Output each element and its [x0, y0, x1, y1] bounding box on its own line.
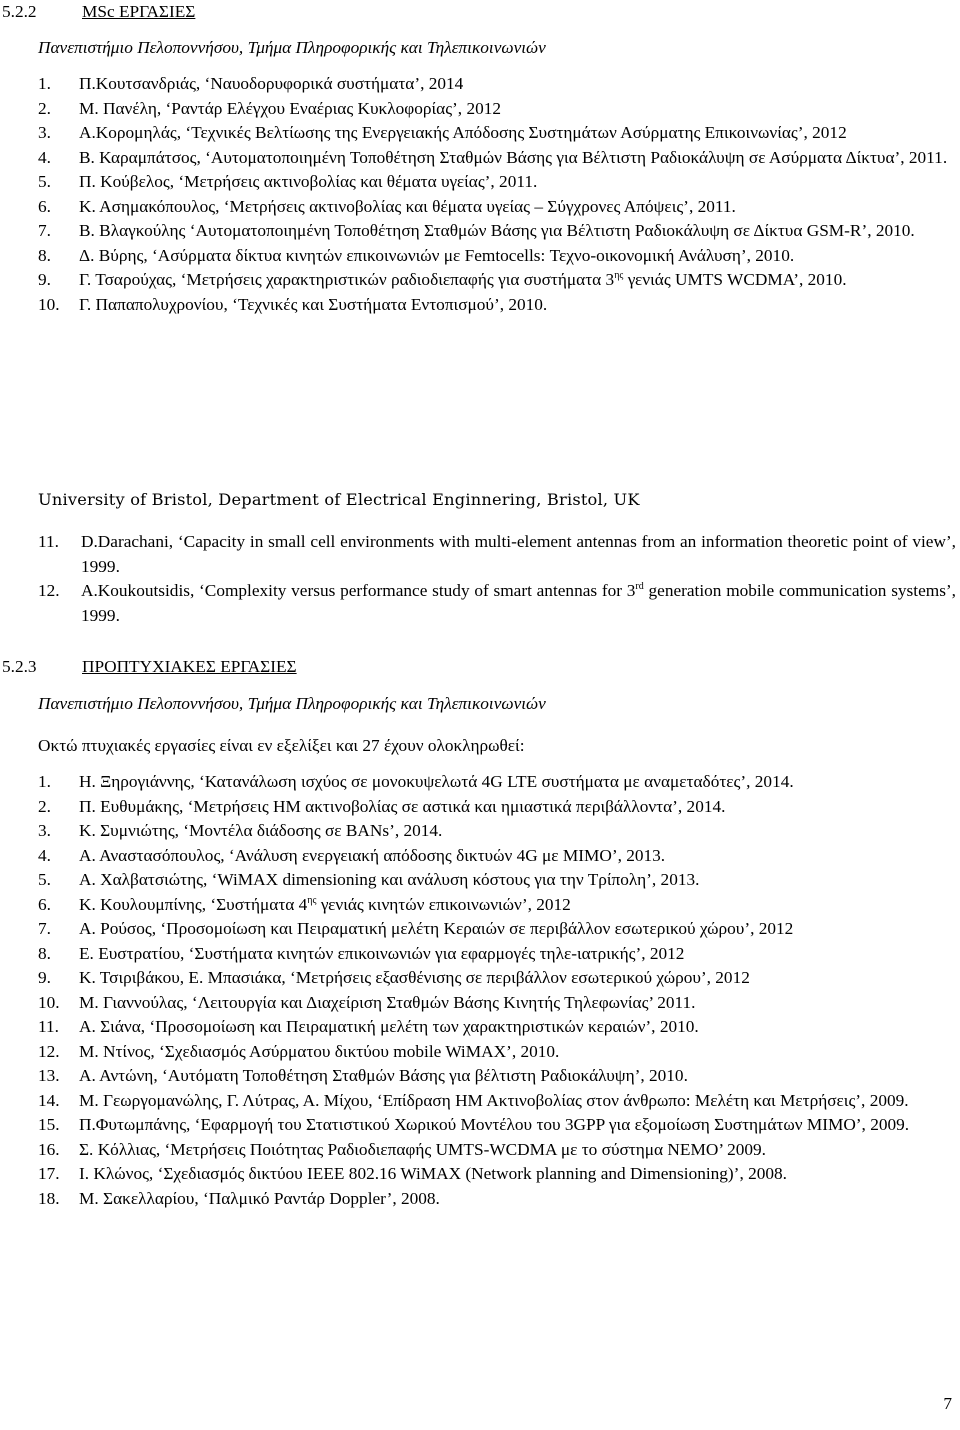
item-number: 3. — [38, 821, 51, 840]
item-number: 2. — [38, 796, 51, 816]
list-item — [38, 1113, 956, 1138]
item-number: 15. — [38, 1115, 60, 1134]
item-number: 11. — [38, 532, 59, 551]
item-text: Κ. Κουλουμπίνης, ‘Συστήματα 4 — [79, 894, 308, 914]
item-text: Γ. Παπαπολυχρονίου, ‘Τεχνικές και Συστήματα Εντοπισμού’, 2010. — [79, 294, 548, 314]
list-item — [38, 97, 956, 122]
item-number: 7. — [38, 919, 51, 938]
item-number: 11. — [38, 1017, 59, 1036]
section-heading-undergrad — [2, 655, 297, 680]
bristol-line: University of Bristol, Department of Electrical Enginnering, Bristol, UK — [38, 490, 640, 509]
item-text: γενιάς κινητών επικοινωνιών’, 2012 — [316, 894, 571, 914]
undergrad-thesis-list — [38, 770, 956, 1211]
item-number: 12. — [38, 581, 60, 600]
item-text: Μ. Ντίνος, ‘Σχεδιασμός Ασύρματου δικτύου mobile WiMAX’, 2010. — [79, 1041, 560, 1061]
page-number: 7 — [943, 1394, 952, 1413]
item-number: 8. — [38, 245, 51, 265]
list-item — [38, 1162, 956, 1187]
item-superscript: ης — [614, 270, 624, 281]
list-item — [38, 1187, 956, 1212]
university-line: Πανεπιστήμιο Πελοποννήσου, Τμήμα Πληροφορικής και Τηλεπικοινωνιών — [38, 694, 546, 713]
list-item — [38, 579, 956, 628]
item-text: Μ. Σακελλαρίου, ‘Παλμικό Ραντάρ Doppler’, 2008. — [79, 1188, 440, 1208]
item-text: Μ. Γεωργομανώλης, Γ. Λύτρας, Α. Μίχου, ‘Επίδραση ΗΜ Ακτινοβολίας στον άνθρωπο: Μελέτη και Μετρήσεις’, 2009. — [79, 1090, 909, 1110]
list-item — [38, 942, 956, 967]
item-text: Δ. Βύρης, ‘Ασύρματα δίκτυα κινητών επικοινωνιών με Femtocells: Τεχνο-οικονομική Ανάλυση’, 2010. — [79, 245, 795, 265]
item-text: D.Darachani, ‘Capacity in small cell environments with multi-element antennas from an information theoretic point of view’, 1999. — [81, 532, 956, 576]
list-item — [38, 219, 956, 244]
item-number: 5. — [38, 172, 51, 191]
item-number: 17. — [38, 1164, 60, 1183]
section-number: 5.2.2 — [2, 2, 37, 21]
item-superscript: rd — [635, 581, 644, 592]
item-text: A.Koukoutsidis, ‘Complexity versus performance study of smart antennas for 3 — [81, 581, 636, 600]
list-item — [38, 72, 956, 97]
item-number: 6. — [38, 196, 51, 216]
item-number: 8. — [38, 943, 51, 963]
item-text: Β. Βλαγκούλης ‘Αυτοματοποιημένη Τοποθέτηση Σταθμών Βάσης για Βέλτιστη Ραδιοκάλυψη σε Δίκτυα GSM-R’, 2010. — [79, 221, 915, 240]
list-item — [38, 1138, 956, 1163]
item-superscript: ης — [307, 894, 317, 906]
list-item — [38, 991, 956, 1016]
item-text: Α. Αντώνη, ‘Αυτόματη Τοποθέτηση Σταθμών Βάσης για βέλτιστη Ραδιοκάλυψη’, 2010. — [79, 1066, 688, 1085]
item-number: 12. — [38, 1041, 60, 1061]
item-number: 10. — [38, 294, 60, 314]
item-text: Π.Κουτσανδριάς, ‘Ναυοδορυφορικά συστήματα’, 2014 — [79, 74, 464, 93]
item-number: 10. — [38, 992, 60, 1012]
item-text: Μ. Γιαννούλας, ‘Λειτουργία και Διαχείριση Σταθμών Βάσης Κινητής Τηλεφωνίας’ 2011. — [79, 992, 696, 1012]
list-item — [38, 893, 956, 918]
list-item — [38, 770, 956, 795]
item-number: 1. — [38, 772, 51, 791]
list-item — [38, 795, 956, 820]
item-text: Κ. Τσιριβάκου, Ε. Μπασιάκα, ‘Μετρήσεις εξασθένισης σε περιβάλλον εσωτερικού χώρου’, 2012 — [79, 968, 750, 987]
item-text: Μ. Πανέλη, ‘Ραντάρ Ελέγχου Εναέριας Κυκλοφορίας’, 2012 — [79, 98, 502, 118]
university-line: Πανεπιστήμιο Πελοποννήσου, Τμήμα Πληροφορικής και Τηλεπικοινωνιών — [38, 38, 546, 57]
list-item — [38, 244, 956, 269]
item-number: 6. — [38, 894, 51, 914]
item-text: Ι. Κλώνος, ‘Σχεδιασμός δικτύου IEEE 802.16 WiMAX (Network planning and Dimensioning)’, 2008. — [79, 1164, 787, 1183]
list-item — [38, 1015, 956, 1040]
list-item — [38, 966, 956, 991]
bristol-thesis-list — [38, 530, 956, 628]
item-number: 9. — [38, 968, 51, 987]
section-heading-msc — [2, 0, 195, 25]
item-number: 14. — [38, 1090, 60, 1110]
section-number: 5.2.3 — [2, 657, 37, 676]
item-text: Β. Καραμπάτσος, ‘Αυτοματοποιημένη Τοποθέτηση Σταθμών Βάσης για Βέλτιστη Ραδιοκάλυψη σε Ασύρματα Δίκτυα’, 2011. — [79, 147, 948, 167]
item-text: Α. Αναστασόπουλος, ‘Ανάλυση ενεργειακή απόδοσης δικτυών 4G με MIMO’, 2013. — [79, 845, 666, 865]
item-number: 5. — [38, 870, 51, 889]
item-number: 16. — [38, 1139, 60, 1159]
item-text: Κ. Ασημακόπουλος, ‘Μετρήσεις ακτινοβολίας και θέματα υγείας – Σύγχρονες Απόψεις’, 2011. — [79, 196, 736, 216]
item-text: Α. Χαλβατσιώτης, ‘WiMAX dimensioning και ανάλυση κόστους για την Τρίπολη’, 2013. — [79, 870, 700, 889]
item-number: 2. — [38, 98, 51, 118]
item-text: Κ. Συμνιώτης, ‘Μοντέλα διάδοσης σε BANs’, 2014. — [79, 821, 443, 840]
list-item — [38, 170, 956, 195]
item-text: Π. Κούβελος, ‘Μετρήσεις ακτινοβολίας και θέματα υγείας’, 2011. — [79, 172, 538, 191]
item-number: 18. — [38, 1188, 60, 1208]
item-number: 1. — [38, 74, 51, 93]
list-item — [38, 146, 956, 171]
item-number: 7. — [38, 221, 51, 240]
item-number: 3. — [38, 123, 51, 142]
item-text: Α.Κορομηλάς, ‘Τεχνικές Βελτίωσης της Ενεργειακής Απόδοσης Συστημάτων Ασύρματης Επικοινωνίας’, 2012 — [79, 123, 847, 142]
item-text: Π.Φυτωμπάνης, ‘Εφαρμογή του Στατιστικού Χωρικού Μοντέλου του 3GPP για εξομοίωση Συστημάτων MIMO’, 2009. — [79, 1115, 910, 1134]
item-text: Π. Ευθυμάκης, ‘Μετρήσεις ΗΜ ακτινοβολίας σε αστικά και ημιαστικά περιβάλλοντα’, 2014. — [79, 796, 726, 816]
msc-thesis-list — [38, 72, 956, 317]
item-text: γενιάς UMTS WCDMA’, 2010. — [623, 270, 847, 289]
item-text: Γ. Τσαρούχας, ‘Μετρήσεις χαρακτηριστικών ραδιοδιεπαφής για συστήματα 3 — [79, 270, 615, 289]
section-title: MSc ΕΡΓΑΣΙΕΣ — [82, 2, 196, 21]
section-title: ΠΡΟΠΤΥΧΙΑΚΕΣ ΕΡΓΑΣΙΕΣ — [82, 657, 297, 676]
list-item — [38, 1089, 956, 1114]
list-item — [38, 195, 956, 220]
item-number: 9. — [38, 270, 51, 289]
list-item — [38, 868, 956, 893]
thesis-summary: Οκτώ πτυχιακές εργασίες είναι εν εξελίξει και 27 έχουν ολοκληρωθεί: — [38, 736, 525, 755]
item-text: generation mobile communication systems’, 1999. — [81, 581, 956, 625]
item-text: Ε. Ευστρατίου, ‘Συστήματα κινητών επικοινωνιών για εφαρμογές τηλε-ιατρικής’, 2012 — [79, 943, 685, 963]
item-text: Η. Ξηρογιάννης, ‘Κατανάλωση ισχύος σε μονοκυψελωτά 4G LTE συστήματα με αναμεταδότες’, 2014. — [79, 772, 794, 791]
list-item — [38, 844, 956, 869]
item-text: Α. Ρούσος, ‘Προσομοίωση και Πειραματική μελέτη Κεραιών σε περιβάλλον εσωτερικού χώρου’, 2012 — [79, 919, 794, 938]
list-item — [38, 917, 956, 942]
item-number: 4. — [38, 147, 51, 167]
list-item — [38, 819, 956, 844]
list-item — [38, 530, 956, 579]
list-item — [38, 268, 956, 293]
list-item — [38, 1040, 956, 1065]
list-item — [38, 1064, 956, 1089]
item-number: 13. — [38, 1066, 60, 1085]
item-number: 4. — [38, 845, 51, 865]
item-text: Σ. Κόλλιας, ‘Μετρήσεις Ποιότητας Ραδιοδιεπαφής UMTS-WCDMA με το σύστημα NEMO’ 2009. — [79, 1139, 766, 1159]
list-item — [38, 293, 956, 318]
list-item — [38, 121, 956, 146]
item-text: Α. Σιάνα, ‘Προσομοίωση και Πειραματική μελέτη των χαρακτηριστικών κεραιών’, 2010. — [79, 1017, 699, 1036]
